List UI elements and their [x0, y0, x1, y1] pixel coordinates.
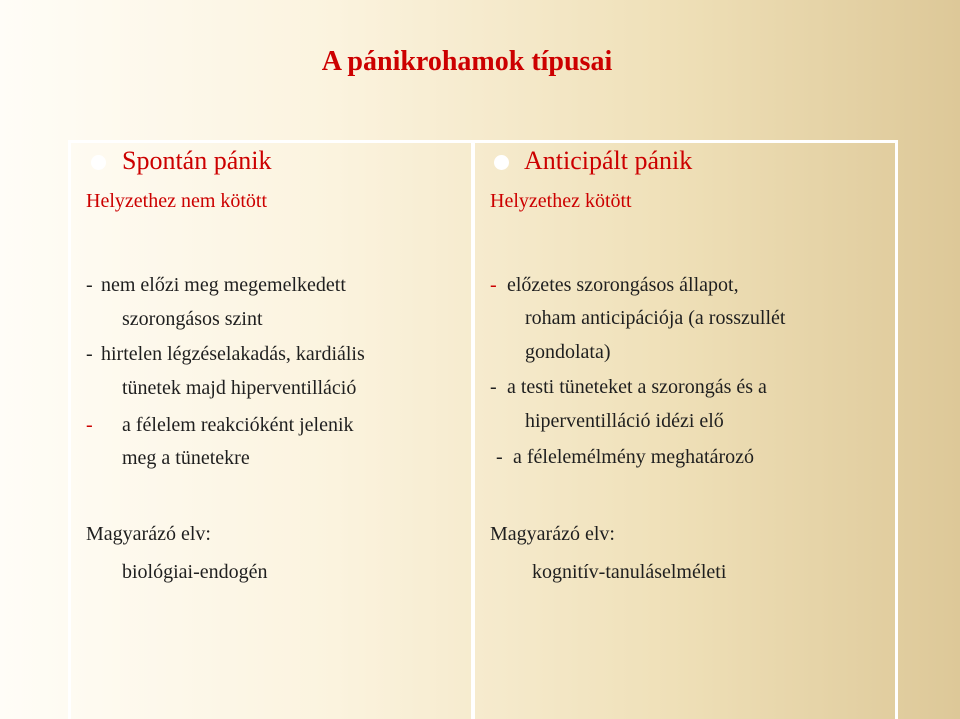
item-marker: -: [490, 376, 497, 398]
right-item-1-line-2: roham anticipációja (a rosszullét: [525, 307, 786, 329]
left-item-1-line-1: nem előzi meg megemelkedett: [101, 274, 346, 296]
right-explain-value: kognitív-tanuláselméleti: [532, 561, 727, 583]
bullet-dot: [91, 155, 106, 170]
left-heading: Spontán pánik: [122, 146, 272, 175]
item-marker: -: [86, 414, 93, 436]
item-marker: -: [490, 274, 497, 296]
right-explain-label: Magyarázó elv:: [490, 523, 615, 545]
left-item-2-line-2: tünetek majd hiperventilláció: [122, 377, 357, 399]
left-item-2-line-1: hirtelen légzéselakadás, kardiális: [101, 343, 365, 365]
right-subheading: Helyzethez kötött: [490, 190, 632, 212]
right-item-2-line-2: hiperventilláció idézi elő: [525, 410, 724, 432]
item-marker: -: [496, 446, 503, 468]
left-item-1-line-2: szorongásos szint: [122, 308, 263, 330]
right-item-3-line-1: a félelemélmény meghatározó: [513, 446, 754, 468]
left-subheading: Helyzethez nem kötött: [86, 190, 268, 212]
item-marker: -: [86, 343, 93, 365]
left-explain-value: biológiai-endogén: [122, 561, 268, 583]
left-explain-label: Magyarázó elv:: [86, 523, 211, 545]
right-item-1-line-3: gondolata): [525, 341, 611, 363]
item-marker: -: [86, 274, 93, 296]
page-title: A pánikrohamok típusai: [321, 46, 613, 77]
right-item-1-line-1: előzetes szorongásos állapot,: [507, 274, 739, 296]
left-item-3-line-2: meg a tünetekre: [122, 447, 250, 469]
right-item-2-line-1: a testi tüneteket a szorongás és a: [507, 376, 767, 398]
right-heading: Anticipált pánik: [524, 146, 693, 175]
left-item-3-line-1: a félelem reakcióként jelenik: [122, 414, 354, 436]
bullet-dot: [494, 155, 509, 170]
